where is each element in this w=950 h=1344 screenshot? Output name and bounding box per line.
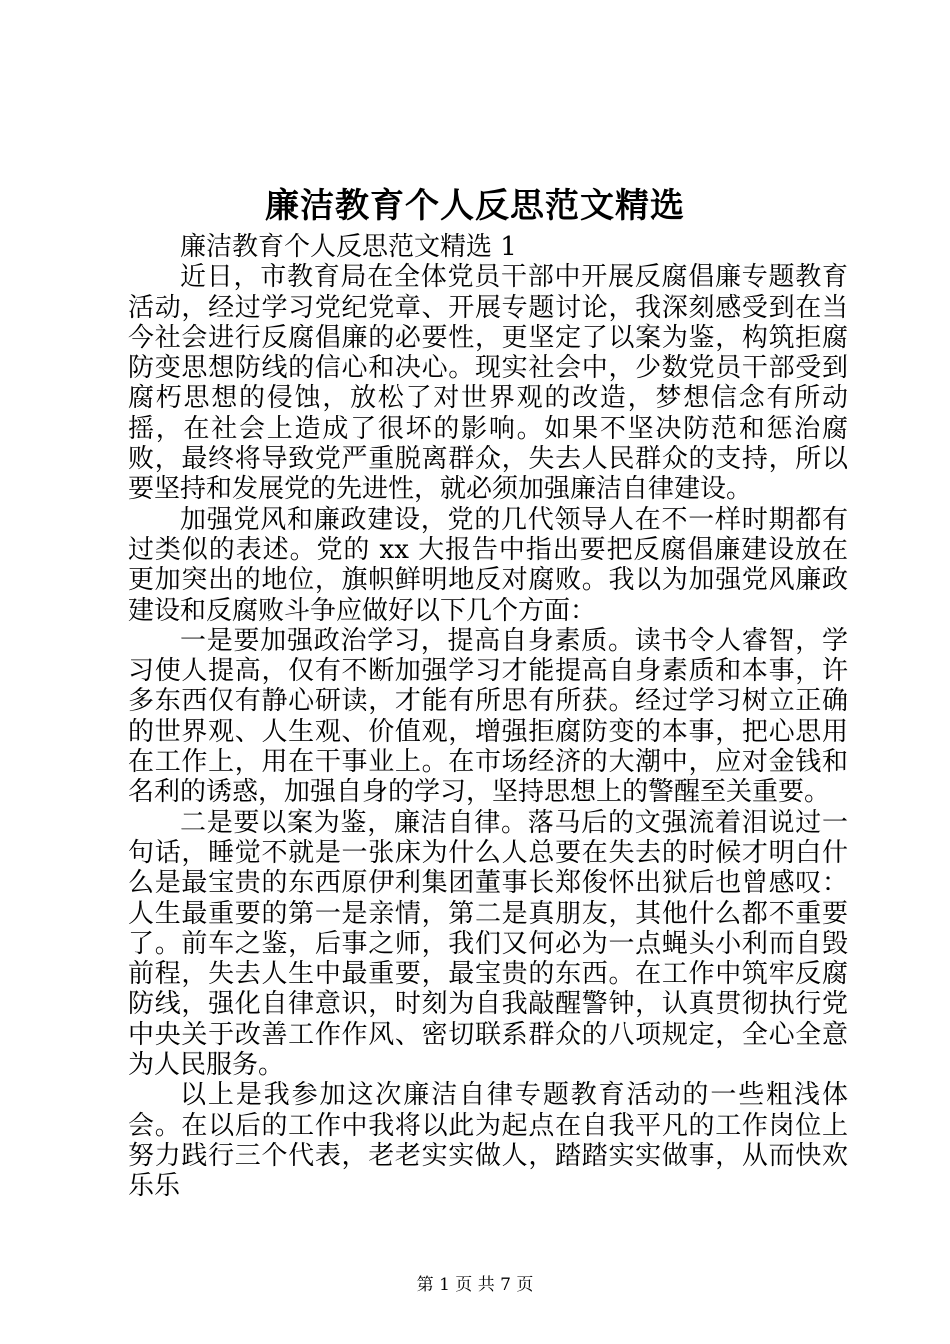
paragraph-5: 以上是我参加这次廉洁自律专题教育活动的一些粗浅体会。在以后的工作中我将以此为起点在自我平凡的工作岗位上努力践行三个代表，老老实实做人，踏踏实实做事，从而快欢乐乐 [128,1080,848,1202]
paragraph-2: 加强党风和廉政建设，党的几代领导人在不一样时期都有过类似的表述。党的 xx 大报告中指出要把反腐倡廉建设放在更加突出的地位，旗帜鲜明地反对腐败。我以为加强党风廉政建设和反腐败斗争应做好以下几个方面： [128,504,848,626]
document-body [128,232,848,1202]
page-footer: 第 1 页 共 7 页 [416,1275,534,1295]
section-subtitle: 廉洁教育个人反思范文精选 1 [180,232,517,262]
paragraph-1: 近日，市教育局在全体党员干部中开展反腐倡廉专题教育活动，经过学习党纪党章、开展专题讨论，我深刻感受到在当今社会进行反腐倡廉的必要性，更坚定了以案为鉴，构筑拒腐防变思想防线的信心和决心。现实社会中，少数党员干部受到腐朽思想的侵蚀，放松了对世界观的改造，梦想信念有所动摇，在社会上造成了很坏的影响。如果不坚决防范和惩治腐败，最终将导致党严重脱离群众，失去人民群众的支持，所以要坚持和发展党的先进性，就必须加强廉洁自律建设。 [128,262,848,505]
paragraph-3: 一是要加强政治学习，提高自身素质。读书令人睿智，学习使人提高，仅有不断加强学习才能提高自身素质和本事，许多东西仅有静心研读，才能有所思有所获。经过学习树立正确的世界观、人生观、价值观，增强拒腐防变的本事，把心思用在工作上，用在干事业上。在市场经济的大潮中，应对金钱和名利的诱惑，加强自身的学习，坚持思想上的警醒至关重要。 [128,625,848,808]
paragraph-4: 二是要以案为鉴，廉洁自律。落马后的文强流着泪说过一句话，睡觉不就是一张床为什么人总要在失去的时候才明白什么是最宝贵的东西原伊利集团董事长郑俊怀出狱后也曾感叹：人生最重要的第一是亲情，第二是真朋友，其他什么都不重要了。前车之鉴，后事之师，我们又何必为一点蝇头小利而自毁前程，失去人生中最重要，最宝贵的东西。在工作中筑牢反腐防线，强化自律意识，时刻为自我敲醒警钟，认真贯彻执行党中央关于改善工作作风、密切联系群众的八项规定，全心全意为人民服务。 [128,807,848,1081]
document-title: 廉洁教育个人反思范文精选 [265,186,685,226]
